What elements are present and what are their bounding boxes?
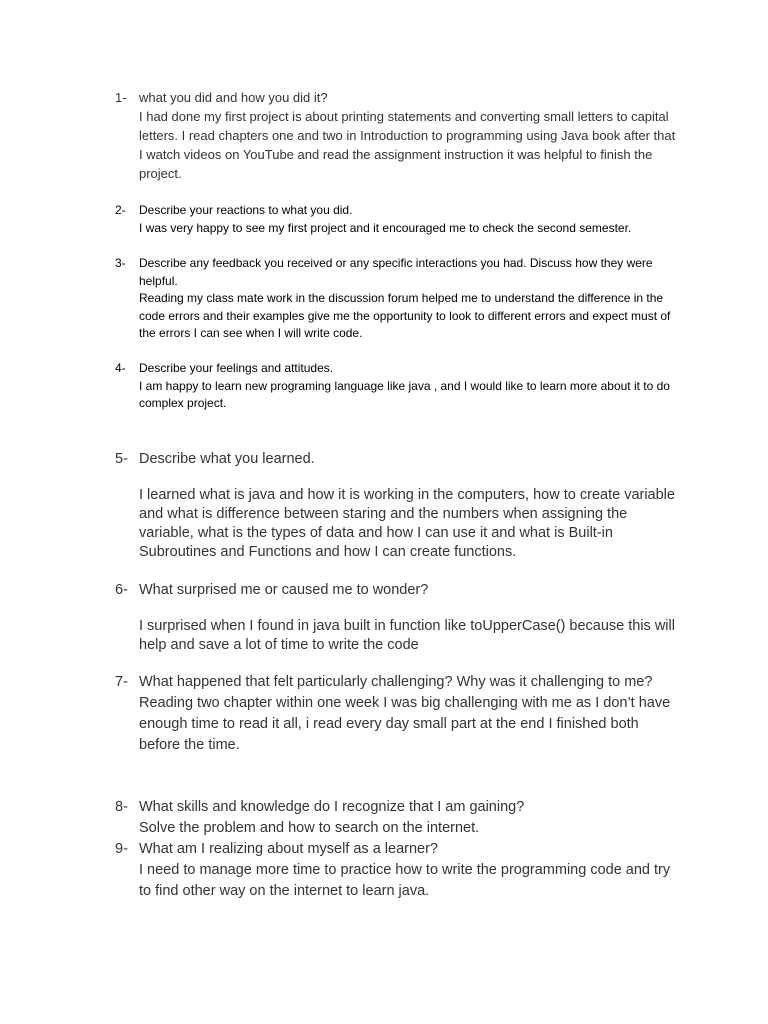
item-answer: I learned what is java and how it is working in the computers, how to create variable and what is difference between staring and the numbers when assigning the variable, what is the types of data and how I can use it and what is Built-in Subroutines and Functions and how I can create functions. — [139, 487, 675, 560]
item-3 — [115, 255, 680, 343]
item-number: 6- — [115, 582, 128, 598]
item-answer: I am happy to learn new programing language like java , and I would like to learn more about it to do complex project. — [139, 378, 670, 410]
item-answer: I had done my first project is about printing statements and converting small letters to capital letters. I read chapters one and two in Introduction to programming using Java book after that I watch videos on YouTube and read the assignment instruction it was helpful to finish the project. — [139, 109, 676, 181]
item-question: What surprised me or caused me to wonder? — [139, 582, 429, 598]
item-answer: I was very happy to see my first project and it encouraged me to check the second semester. — [139, 220, 632, 235]
item-number: 5- — [115, 451, 128, 467]
item-5 — [115, 450, 680, 562]
item-question: What skills and knowledge do I recognize that I am gaining? — [139, 799, 525, 815]
item-question: what you did and how you did it? — [139, 90, 328, 105]
item-7 — [115, 672, 680, 756]
item-question: Describe what you learned. — [139, 451, 315, 467]
item-question: Describe any feedback you received or any specific interactions you had. Discuss how they were helpful. — [139, 256, 653, 288]
item-answer: Reading my class mate work in the discussion forum helped me to understand the difference in the code errors and their examples give me the opportunity to look to different errors and expect must of the errors I can see when I will write code. — [139, 291, 671, 340]
item-answer: Solve the problem and how to search on the internet. — [139, 820, 480, 836]
item-number: 4- — [115, 361, 126, 375]
item-6 — [115, 581, 680, 655]
item-2 — [115, 202, 680, 237]
item-answer: Reading two chapter within one week I was big challenging with me as I don’t have enough time to read it all, i read every day small part at the end I finished both before the time. — [139, 695, 671, 753]
item-number: 2- — [115, 203, 126, 217]
item-question: Describe your reactions to what you did. — [139, 203, 353, 217]
item-number: 9- — [115, 841, 128, 857]
item-number: 8- — [115, 799, 128, 815]
item-number: 1- — [115, 90, 127, 105]
item-number: 3- — [115, 256, 126, 270]
item-question: What am I realizing about myself as a learner? — [139, 841, 438, 857]
item-answer: I need to manage more time to practice how to write the programming code and try to find other way on the internet to learn java. — [139, 862, 671, 899]
item-answer: I surprised when I found in java built in function like toUpperCase() because this will help and save a lot of time to write the code — [139, 618, 675, 653]
item-number: 7- — [115, 674, 128, 690]
item-8 — [115, 797, 680, 839]
item-1 — [115, 88, 680, 183]
item-4 — [115, 360, 680, 413]
item-9 — [115, 839, 680, 902]
item-question: Describe your feelings and attitudes. — [139, 361, 334, 375]
item-question: What happened that felt particularly challenging? Why was it challenging to me? — [139, 674, 653, 690]
